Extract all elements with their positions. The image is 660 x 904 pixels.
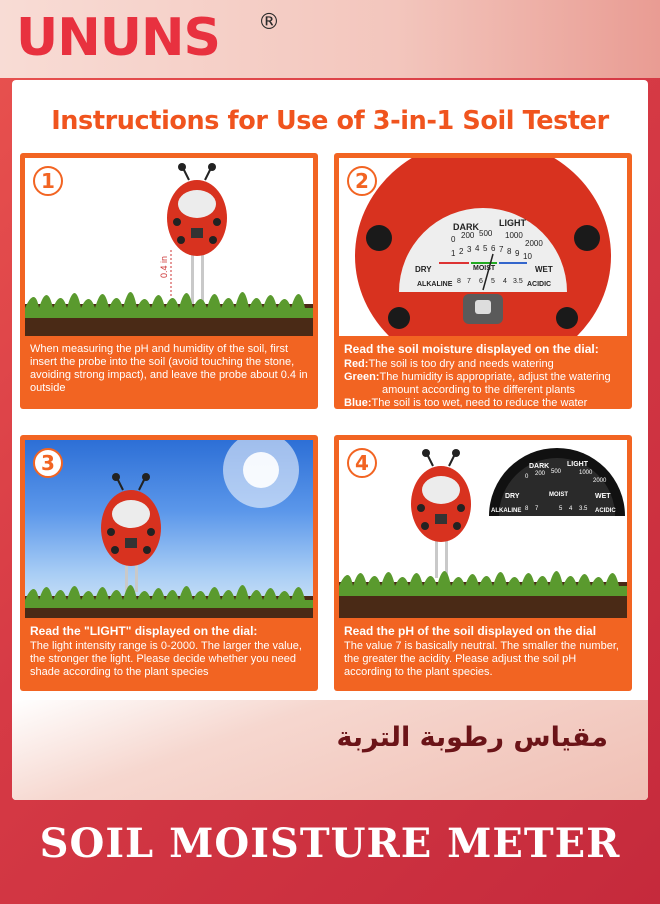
step-2-panel <box>334 153 632 409</box>
dial-light-scale-200: 200 <box>461 231 475 240</box>
dial-4-acidic-label: ACIDIC <box>595 508 616 514</box>
dial-4-dry-label: DRY <box>505 493 520 500</box>
brand-logo: UNUNS <box>16 8 220 68</box>
step-1-image <box>25 158 313 336</box>
dial-dark-label: DARK <box>453 222 479 232</box>
step-2-heading: Read the soil moisture displayed on the dial: <box>344 342 599 356</box>
dial-4-moist-label: MOIST <box>549 492 568 498</box>
dial-4-ph-scale-5: 5 <box>559 506 563 512</box>
dial-4-alkaline-label: ALKALINE <box>491 508 522 514</box>
step-4-heading: Read the pH of the soil displayed on the dial <box>344 624 597 638</box>
step-4-image <box>339 440 627 618</box>
dial-4-dark-label: DARK <box>529 463 550 470</box>
footer-title: SOIL MOISTURE METER <box>39 820 621 867</box>
step-1-description: When measuring the pH and humidity of the soil, first insert the probe into the soil (avoid touching the stone, avoiding strong impact), and leave the probe about 0.4 in outside <box>30 343 308 394</box>
instruction-card <box>12 80 648 800</box>
green-label: Green: <box>344 371 380 383</box>
moisture-blue-line <box>344 397 624 410</box>
tester-in-soil-illustration <box>25 158 313 336</box>
registered-mark: ® <box>258 10 280 35</box>
dial-ph-scale-5: 5 <box>491 278 495 285</box>
dial-ph-scale-4: 4 <box>503 278 507 285</box>
dial-moist-scale-2: 2 <box>459 247 464 256</box>
step-4-panel <box>334 435 632 691</box>
moisture-red-line <box>344 358 624 371</box>
dial-light-label: LIGHT <box>499 218 526 228</box>
step-number-1: 1 <box>33 166 63 196</box>
dial-4-light-scale-0: 0 <box>525 474 529 480</box>
dial-moist-scale-6: 6 <box>491 244 496 253</box>
step-3-panel <box>20 435 318 691</box>
dial-4-light-scale-500: 500 <box>551 469 562 475</box>
dial-4-ph-scale-4: 4 <box>569 506 573 512</box>
dial-4-wet-label: WET <box>595 493 611 500</box>
dial-ph-scale-8: 8 <box>457 278 461 285</box>
tester-under-sunlight-illustration <box>25 440 313 618</box>
dial-4-light-scale-1000: 1000 <box>579 470 593 476</box>
dial-4-ph-scale-8: 8 <box>525 506 529 512</box>
dial-light-scale-500: 500 <box>479 229 493 238</box>
step-1-text <box>30 343 310 395</box>
dial-ph-scale-3-5: 3.5 <box>513 278 523 285</box>
dial-4-ph-scale-7: 7 <box>535 506 539 512</box>
green-description: The humidity is appropriate, adjust the watering <box>379 371 611 383</box>
step-1-panel <box>20 153 318 409</box>
step-2-text <box>344 343 624 410</box>
dial-4-light-scale-2000: 2000 <box>593 478 607 484</box>
dial-4-ph-scale-3-5: 3.5 <box>579 506 588 512</box>
step-3-image <box>25 440 313 618</box>
dial-closeup-illustration <box>339 158 627 336</box>
page-title: Instructions for Use of 3-in-1 Soil Tester <box>51 106 609 136</box>
dial-moist-scale-9: 9 <box>515 249 520 258</box>
dial-light-scale-0: 0 <box>451 235 456 244</box>
dial-dry-label: DRY <box>415 265 432 274</box>
brand-header <box>0 0 660 78</box>
dial-light-scale-1000: 1000 <box>505 231 523 240</box>
red-label: Red: <box>344 358 369 370</box>
step-number-4: 4 <box>347 448 377 478</box>
step-2-image <box>339 158 627 336</box>
dial-4-light-scale-200: 200 <box>535 471 546 477</box>
blue-description: The soil is too wet, need to reduce the water <box>371 397 588 409</box>
dial-moist-scale-3: 3 <box>467 245 472 254</box>
step-number-3: 3 <box>33 448 63 478</box>
dial-moist-scale-7: 7 <box>499 245 504 254</box>
arabic-title: مقياس رطوبة التربة <box>336 722 608 753</box>
dial-ph-scale-6: 6 <box>479 278 483 285</box>
probe-depth-label: 0.4 in <box>159 255 169 278</box>
step-3-heading: Read the "LIGHT" displayed on the dial: <box>30 624 258 638</box>
step-3-text <box>30 625 310 679</box>
step-4-description: The value 7 is basically neutral. The smaller the number, the greater the acidity. Please adjust the soil pH according to the plant species. <box>344 640 619 678</box>
dial-moist-scale-4: 4 <box>475 244 480 253</box>
dial-moist-label: MOIST <box>473 265 496 272</box>
step-4-text <box>344 625 624 679</box>
dial-wet-label: WET <box>535 265 553 274</box>
dial-moist-scale-8: 8 <box>507 247 512 256</box>
dial-4-light-label: LIGHT <box>567 461 588 468</box>
dial-alkaline-label: ALKALINE <box>417 281 453 288</box>
dial-moist-scale-10: 10 <box>523 252 532 261</box>
ph-reading-illustration <box>339 440 627 618</box>
dial-ph-scale-7: 7 <box>467 278 471 285</box>
red-description: The soil is too dry and needs watering <box>368 358 554 370</box>
dial-light-scale-2000: 2000 <box>525 239 543 248</box>
step-number-2: 2 <box>347 166 377 196</box>
moisture-green-line <box>344 371 624 384</box>
step-3-description: The light intensity range is 0-2000. The larger the value, the stronger the light. Please decide whether you need shade according to the plant species <box>30 640 302 678</box>
blue-label: Blue: <box>344 397 372 409</box>
dial-moist-scale-1: 1 <box>451 249 456 258</box>
dial-acidic-label: ACIDIC <box>527 281 552 288</box>
moisture-green-line-2: amount according to the different plants <box>382 384 576 396</box>
dial-moist-scale-5: 5 <box>483 244 488 253</box>
arabic-title-band <box>12 700 648 800</box>
